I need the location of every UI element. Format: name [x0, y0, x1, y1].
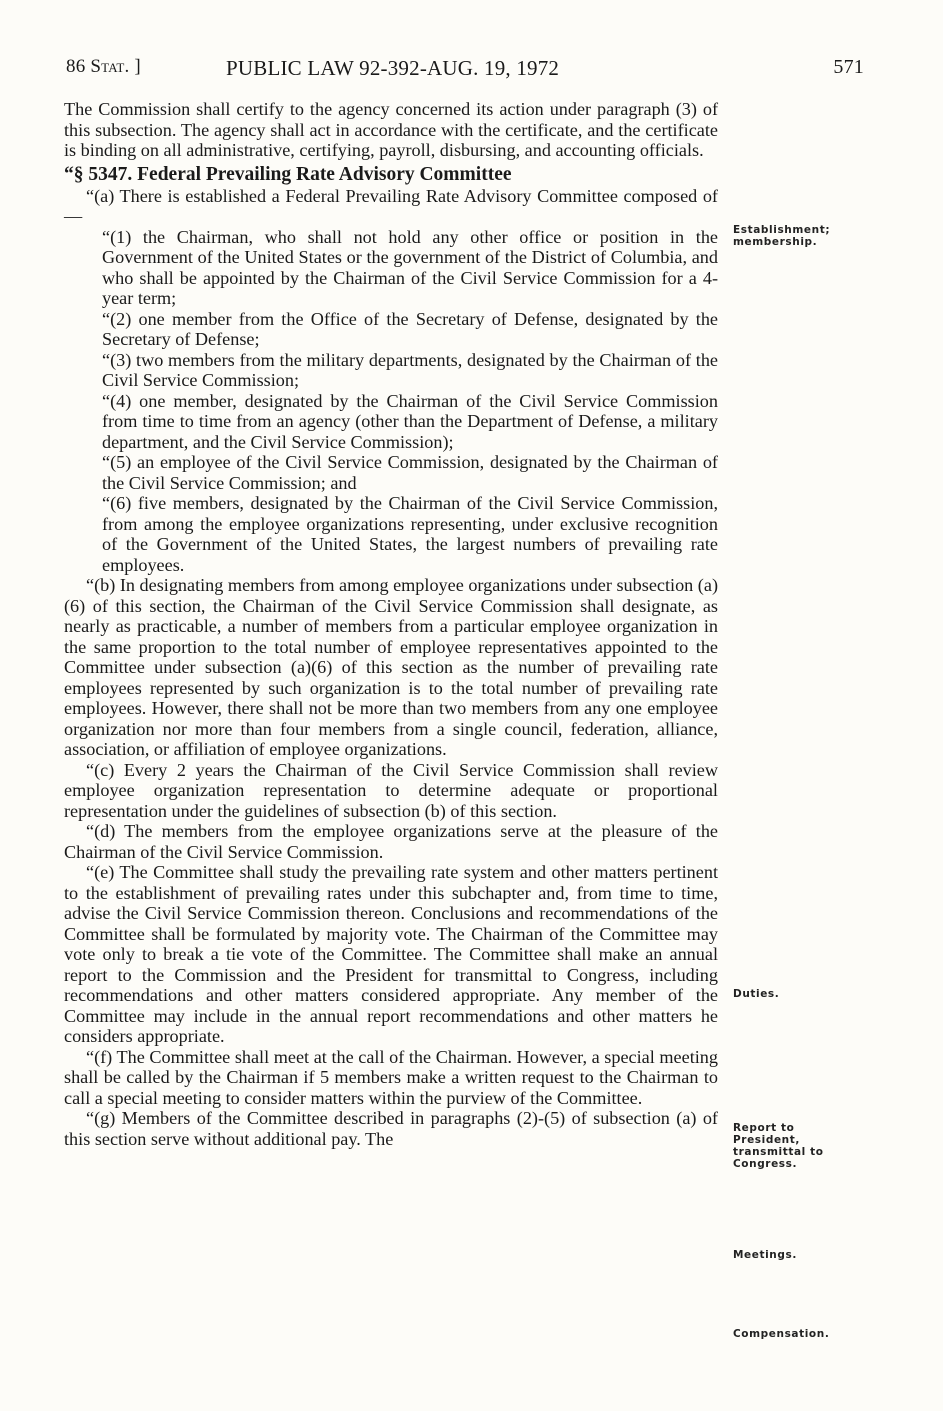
document-body [64, 99, 718, 1149]
paragraph-d: “(d) The members from the employee organizations serve at the pleasure of the Chairman of the Civil Service Commission. [64, 821, 718, 862]
paragraph-a: “(a) There is established a Federal Prevailing Rate Advisory Committee composed of— [64, 185, 718, 226]
margin-note-duties: Duties. [733, 988, 780, 1000]
margin-note-meetings: Meetings. [733, 1249, 797, 1261]
margin-note-compensation: Compensation. [733, 1328, 830, 1340]
paragraph-b: “(b) In designating members from among employee organizations under subsection (a)(6) of this section, the Chairman of the Civil Service Commission shall designate, as nearly as practicable, a number of members from a particular employee organization in the same proportion to the total number of employee representatives appointed to the Committee under subsection (a)(6) of this section as the number of prevailing rate employees represented by such organization is to the total number of prevailing rate employees. However, there shall not be more than two members from any one employee organization nor more than four members from a single council, federation, alliance, association, or affiliation of employee organizations. [64, 575, 718, 759]
page-header [66, 52, 866, 82]
list-item-4: “(4) one member, designated by the Chairman of the Civil Service Commission from time to time from an agency (other than the Department of Defense, a military department, and the Civil Service Commission); [102, 390, 718, 452]
section-heading: “§ 5347. Federal Prevailing Rate Advisory Committee [64, 163, 512, 185]
list-item-2: “(2) one member from the Office of the Secretary of Defense, designated by the Secretary of Defense; [102, 308, 718, 349]
list-item-5: “(5) an employee of the Civil Service Commission, designated by the Chairman of the Civil Service Commission; and [102, 452, 718, 493]
page-number: 571 [833, 56, 864, 78]
running-title: PUBLIC LAW 92-392-AUG. 19, 1972 [226, 56, 560, 80]
list-item-3: “(3) two members from the military departments, designated by the Chairman of the Civil Service Commission; [102, 349, 718, 390]
paragraph-f: “(f) The Committee shall meet at the call of the Chairman. However, a special meeting shall be called by the Chairman if 5 members make a written request to the Chairman to call a special meeting to consider matters within the purview of the Committee. [64, 1046, 718, 1108]
statute-reference: 86 Stat. ] [66, 56, 141, 77]
list-item-6: “(6) five members, designated by the Chairman of the Civil Service Commission, from among the employee organizations representing, under exclusive recognition of the Government of the United States, the largest numbers of prevailing rate employees. [102, 493, 718, 575]
margin-note-report: Report to President, transmittal to Congress. [733, 1122, 824, 1170]
paragraph-intro: The Commission shall certify to the agency concerned its action under paragraph (3) of this subsection. The agency shall act in accordance with the certificate, and the certificate is binding on all administrative, certifying, payroll, disbursing, and accounting officials. [64, 99, 718, 160]
margin-note-establishment: Establishment; membership. [733, 224, 831, 248]
list-item-1: “(1) the Chairman, who shall not hold any other office or position in the Government of the United States or the government of the District of Columbia, and who shall be appointed by the Chairman of the Civil Service Commission for a 4-year term; [102, 226, 718, 308]
paragraph-c: “(c) Every 2 years the Chairman of the Civil Service Commission shall review employee organization representation to determine adequate or proportional representation under the guidelines of subsection (b) of this section. [64, 759, 718, 821]
paragraph-g: “(g) Members of the Committee described in paragraphs (2)-(5) of subsection (a) of this section serve without additional pay. The [64, 1108, 718, 1149]
paragraph-e: “(e) The Committee shall study the prevailing rate system and other matters pertinent to the establishment of prevailing rates under this subchapter and, from time to time, advise the Civil Service Commission thereon. Conclusions and recommendations of the Committee shall be formulated by majority vote. The Chairman of the Committee may vote only to break a tie vote of the Committee. The Committee shall make an annual report to the Commission and the President for transmittal to Congress, including recommendations and other matters considered appropriate. Any member of the Committee may include in the annual report recommendations and other matters he considers appropriate. [64, 862, 718, 1046]
